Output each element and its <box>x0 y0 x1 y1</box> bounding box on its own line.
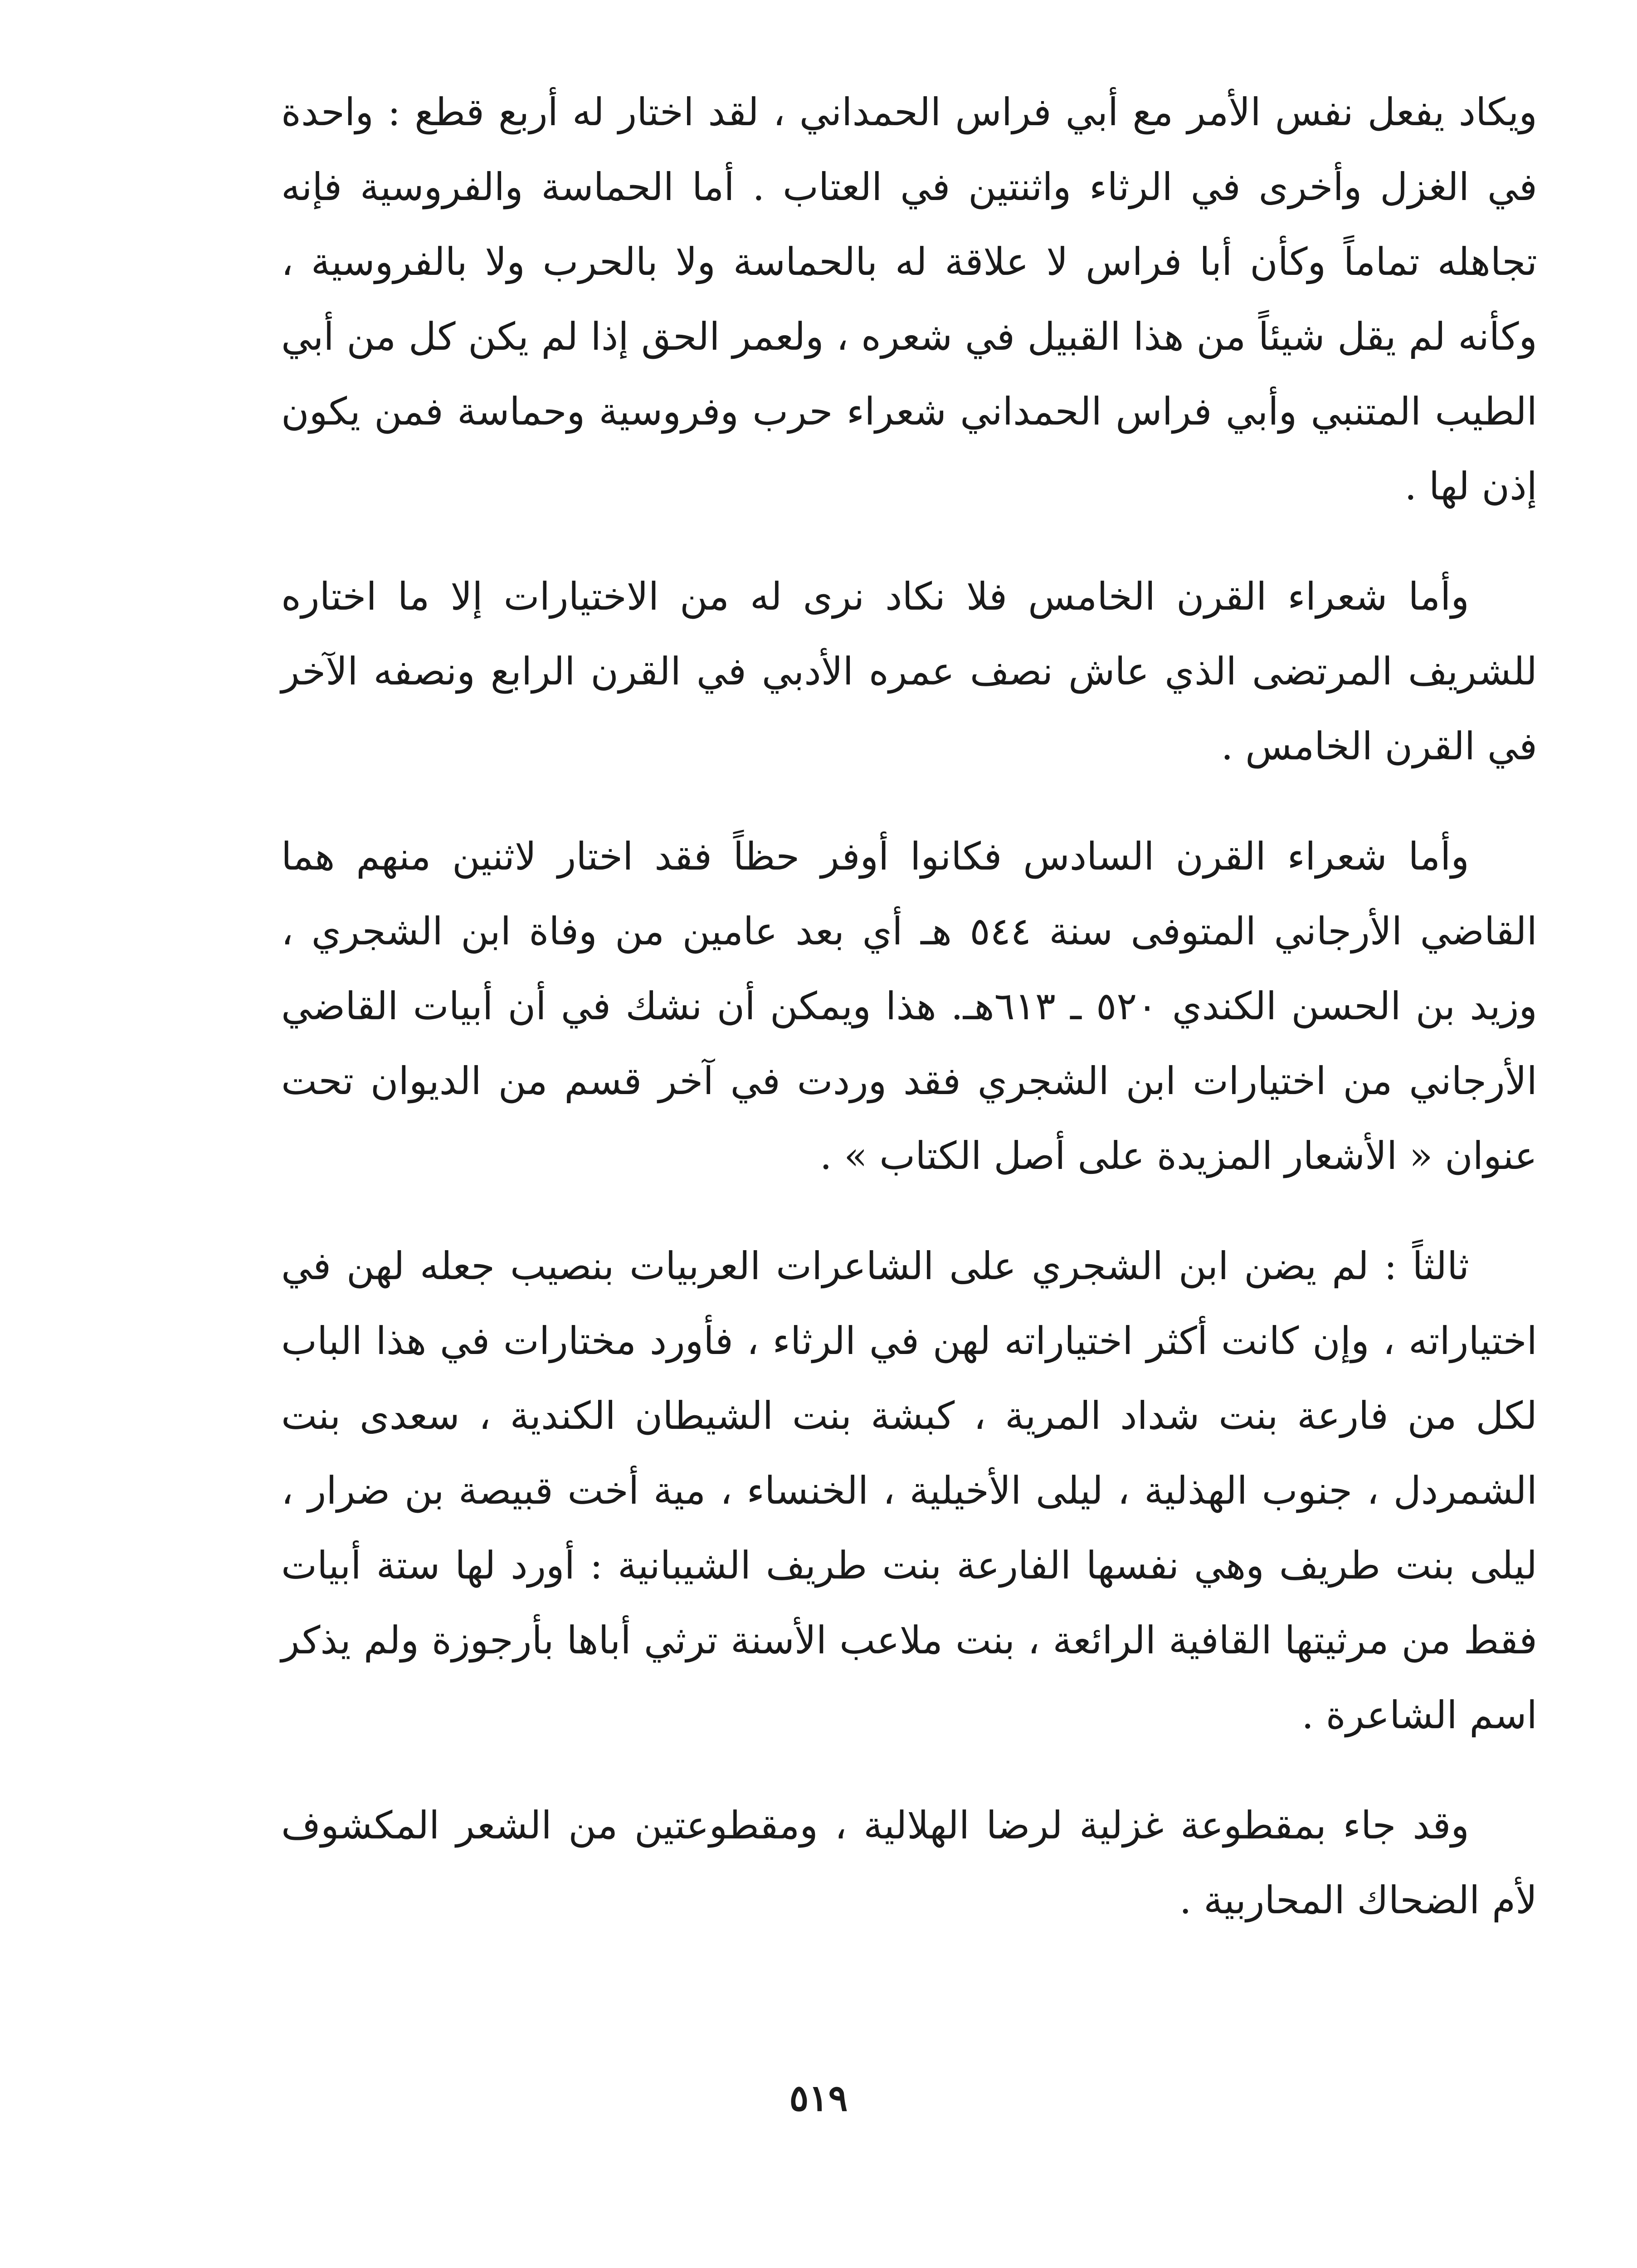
paragraph-abu-firas: ويكاد يفعل نفس الأمر مع أبي فراس الحمداني ، لقد اختار له أربع قطع : واحدة في الغزل وأخرى في الرثاء واثنتين في العتاب . أما الحماسة والفروسية فإنه تجاهله تماماً وكأن أبا فراس لا علاقة له بالحماسة ولا بالحرب ولا بالفروسية ، وكأنه لم يقل شيئاً من هذا القبيل في شعره ، ولعمر الحق إذا لم يكن كل من أبي الطيب المتنبي وأبي فراس الحمداني شعراء حرب وفروسية وحماسة فمن يكون إذن لها . <box>281 90 1537 508</box>
paragraph-love-poems: وقد جاء بمقطوعة غزلية لرضا الهلالية ، ومقطوعتين من الشعر المكشوف لأم الضحاك المحاربية . <box>281 1803 1537 1922</box>
paragraph-sixth-century: وأما شعراء القرن السادس فكانوا أوفر حظاً فقد اختار لاثنين منهم هما القاضي الأرجاني المتوفى سنة ٥٤٤ هـ أي بعد عامين من وفاة ابن الشجري ، وزيد بن الحسن الكندي ٥٢٠ ـ ٦١٣هـ. هذا ويمكن أن نشك في أن أبيات القاضي الأرجاني من اختيارات ابن الشجري فقد وردت في آخر قسم من الديوان تحت عنوان « الأشعار المزيدة على أصل الكتاب » . <box>281 834 1537 1178</box>
body-text <box>281 75 1537 1973</box>
paragraph-women-poets: ثالثاً : لم يضن ابن الشجري على الشاعرات العربيات بنصيب جعله لهن في اختياراته ، وإن كانت أكثر اختياراته لهن في الرثاء ، فأورد مختارات في هذا الباب لكل من فارعة بنت شداد المرية ، كبشة بنت الشيطان الكندية ، سعدى بنت الشمردل ، جنوب الهذلية ، ليلى الأخيلية ، الخنساء ، مية أخت قبيصة بن ضرار ، ليلى بنت طريف وهي نفسها الفارعة بنت طريف الشيبانية : أورد لها ستة أبيات فقط من مرثيتها القافية الرائعة ، بنت ملاعب الأسنة ترثي أباها بأرجوزة ولم يذكر اسم الشاعرة . <box>281 1244 1537 1737</box>
paragraph-fifth-century: وأما شعراء القرن الخامس فلا نكاد نرى له من الاختيارات إلا ما اختاره للشريف المرتضى الذي عاش نصف عمره الأدبي في القرن الرابع ونصفه الآخر في القرن الخامس . <box>281 574 1537 768</box>
page-number: ٥١٩ <box>789 2077 848 2119</box>
